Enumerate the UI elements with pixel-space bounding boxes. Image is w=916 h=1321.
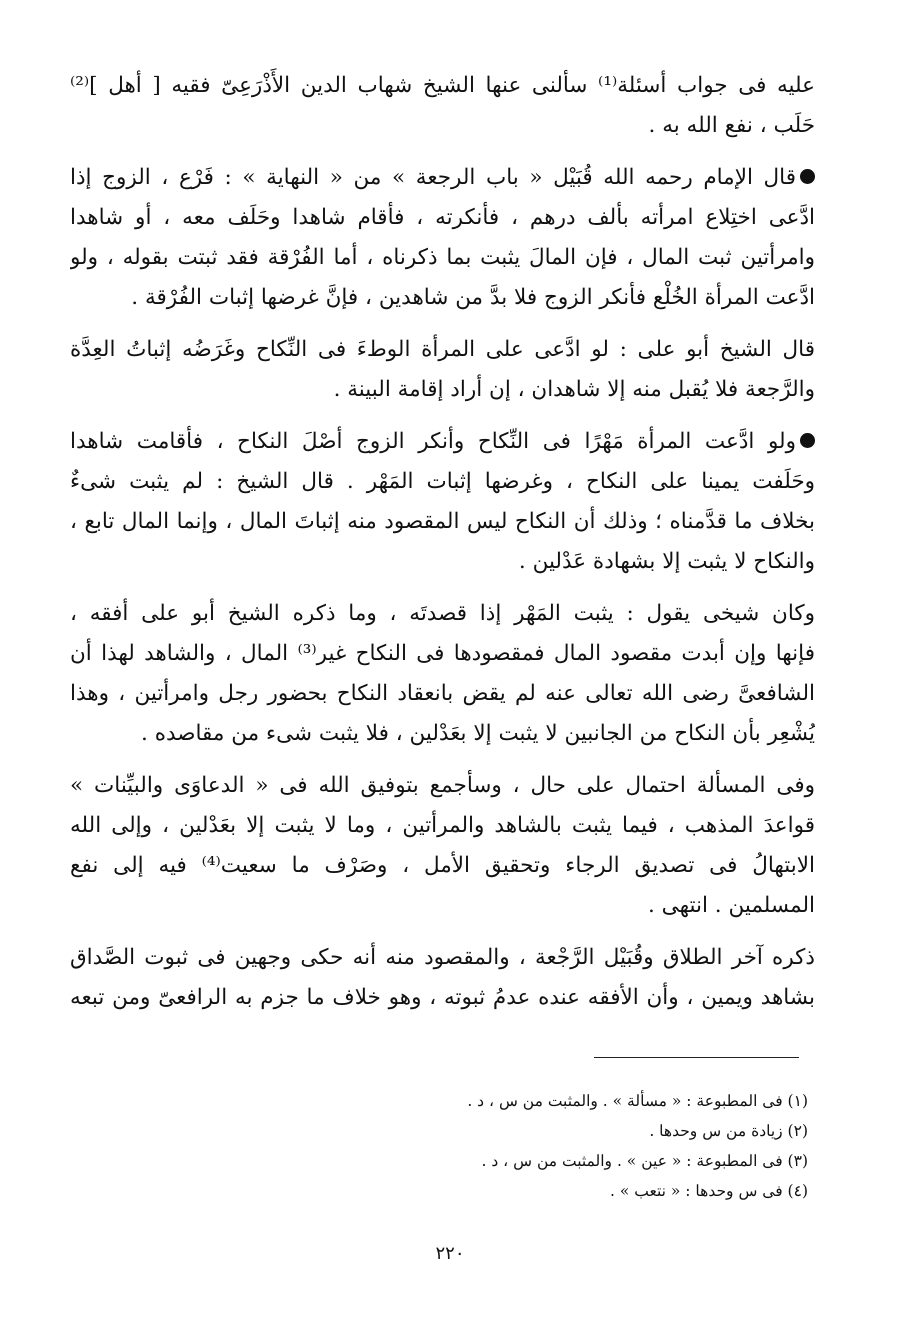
text-line: بشاهد ويمين ، وأن الأفقه عنده عدمُ ثبوته ، وهو خلاف ما جزم به الرافعىّ ومن تبعه [70, 985, 815, 1010]
text-line: فإنها وإن أبدت مقصود المال فمقصودها فى النكاح غير⁽³⁾ المال ، والشاهد لهذا أن [70, 641, 815, 666]
text-line: ذكره آخر الطلاق وقُبَيْل الرَّجْعة ، والمقصود منه أنه حكى وجهين فى ثبوت الصَّداق [70, 945, 815, 970]
paragraph-3 [70, 330, 815, 410]
text-line: ادَّعى اختِلاع امرأته بألف درهم ، فأنكرته ، فأقام شاهدا وحَلَف معه ، أو شاهدا [70, 205, 815, 230]
text-line: المسلمين . انتهى . [648, 893, 815, 918]
page-number: ٢٢٠ [435, 1243, 465, 1264]
text-line: عليه فى جواب أسئلة⁽¹⁾ سألنى عنها الشيخ شهاب الدين الأَذْرَعِىّ فقيه [ أهل ]⁽²⁾ [70, 73, 815, 98]
bullet-icon [800, 433, 815, 448]
text-line-content: قال الإمام رحمه الله قُبَيْل « باب الرجعة » من « النهاية » : فَرْع ، الزوج إذا [70, 165, 796, 190]
text-line: بخلاف ما قدَّمناه ؛ وذلك أن النكاح ليس المقصود منه إثباتَ المال ، وإنما المال تابع ، [70, 509, 815, 534]
paragraph-5 [70, 594, 815, 754]
footnotes [248, 1086, 808, 1206]
footnote-3: (٣) فى المطبوعة : « عين » . والمثبت من س ، د . [481, 1152, 808, 1170]
text-line: وامرأتين ثبت المال ، فإن المالَ يثبت بما ذكرناه ، أما الفُرْقة فقد ثبتت بقوله ، ولو [70, 245, 815, 270]
text-line: والنكاح لا يثبت إلا بشهادة عَدْلين . [518, 549, 815, 574]
footnote-divider [594, 1057, 799, 1058]
text-line: الشافعىَّ رضى الله تعالى عنه لم يقض بانعقاد النكاح بحضور رجل وامرأتين ، وهذا [70, 681, 815, 706]
text-line [70, 422, 815, 462]
paragraph-4 [70, 422, 815, 582]
bullet-icon [800, 169, 815, 184]
text-line: وفى المسألة احتمال على حال ، وسأجمع بتوفيق الله فى « الدعاوَى والبيِّنات » [70, 773, 815, 798]
footnote-4: (٤) فى س وحدها : « نتعب » . [609, 1182, 808, 1200]
text-line-content: ولو ادَّعت المرأة مَهْرًا فى النِّكاح وأنكر الزوج أصْلَ النكاح ، فأقامت شاهدا [70, 429, 796, 454]
paragraph-1 [70, 66, 815, 146]
text-line: وحَلَفت يمينا على النكاح ، وغرضها إثبات المَهْر . قال الشيخ : لم يثبت شىءٌ [70, 469, 815, 494]
paragraph-2 [70, 158, 815, 318]
paragraph-7 [70, 938, 815, 1018]
text-line: قال الشيخ أبو على : لو ادَّعى على المرأة الوطءَ فى النِّكاح وغَرَضُه إثباتُ العِدَّة [70, 337, 815, 362]
text-line: ادَّعت المرأة الخُلْع فأنكر الزوج فلا بدَّ من شاهدين ، فإنَّ غرضها إثبات الفُرْقة . [131, 285, 815, 310]
footnote-2: (٢) زيادة من س وحدها . [649, 1122, 808, 1140]
text-line: قواعدَ المذهب ، فيما يثبت بالشاهد والمرأتين ، وما لا يثبت إلا بعَدْلين ، وإلى الله [70, 813, 815, 838]
text-line: الابتهالُ فى تصديق الرجاء وتحقيق الأمل ، وصَرْف ما سعيت⁽⁴⁾ فيه إلى نفع [70, 853, 815, 878]
text-line: والرَّجعة فلا يُقبل منه إلا شاهدان ، إن أراد إقامة البينة . [333, 377, 815, 402]
text-line [70, 158, 815, 198]
footnote-1: (١) فى المطبوعة : « مسألة » . والمثبت من س ، د . [467, 1092, 808, 1110]
text-line: وكان شيخى يقول : يثبت المَهْر إذا قصدتَه ، وما ذكره الشيخ أبو على أفقه ، [70, 601, 815, 626]
text-line: يُشْعِر بأن النكاح من الجانبين لا يثبت إلا بعَدْلين ، فلا يثبت شىء من مقاصده . [141, 721, 815, 746]
paragraph-6 [70, 766, 815, 926]
body-text [70, 66, 815, 1018]
text-line: حَلَب ، نفع الله به . [648, 113, 815, 138]
